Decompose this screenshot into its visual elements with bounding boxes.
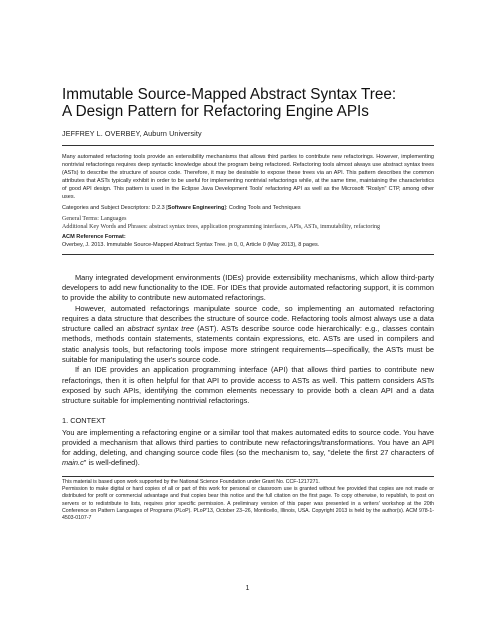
title-line-2: A Design Pattern for Refactoring Engine APIs bbox=[62, 103, 369, 120]
paragraph-3: If an IDE provides an application programming interface (API) that allows third parties to contribute new refactorings, then it is often helpful for that API to provide access to ASTs as well. This pattern considers ASTs exposed by such APIs, identifying the common elements necessary to provide both a clean API and a data structure suitable for implementing nontrivial refactorings. bbox=[62, 365, 434, 406]
abstract-rule bbox=[62, 254, 434, 255]
footnote-funding: This material is based upon work supported by the National Science Foundation under Grant No. CCF-1217271. bbox=[62, 478, 320, 485]
paragraph-4-a: You are implementing a refactoring engine or a similar tool that makes automated edits to source code. You have provided a mechanism that allows third parties to contribute new refactorings/transformations. You have an API for adding, deleting, and changing source code files (so the mechanism to, say, "delete the first 27 characters of bbox=[62, 427, 434, 458]
acm-reference-heading: ACM Reference Format: bbox=[62, 233, 126, 240]
context-text bbox=[62, 428, 434, 469]
title-line-1: Immutable Source-Mapped Abstract Syntax Tree: bbox=[62, 86, 397, 103]
categories-suffix: ]: Coding Tools and Techniques bbox=[224, 205, 301, 212]
header-rule bbox=[62, 145, 434, 146]
paper-page bbox=[62, 86, 434, 523]
section-heading-context: 1. CONTEXT bbox=[62, 415, 106, 425]
paragraph-4 bbox=[62, 428, 434, 469]
paragraph-2-emphasis: abstract syntax tree bbox=[127, 324, 195, 334]
categories-prefix: Categories and Subject Descriptors: D.2.3 [ bbox=[62, 205, 168, 212]
categories bbox=[62, 204, 434, 212]
categories-bold: Software Engineering bbox=[167, 205, 225, 212]
author-line: JEFFREY L. OVERBEY, Auburn University bbox=[62, 129, 202, 138]
page-number: 1 bbox=[245, 585, 250, 592]
footnotes bbox=[62, 479, 434, 523]
acm-reference: Overbey, J. 2013. Immutable Source-Mapped Abstract Syntax Tree. jn 0, 0, Article 0 (May 2013), 8 pages. bbox=[62, 241, 320, 248]
keywords: Additional Key Words and Phrases: abstract syntax trees, application programming interfaces, APIs, ASTs, immutability, refactoring bbox=[62, 224, 381, 231]
footnote-rule bbox=[62, 476, 434, 477]
paper-title bbox=[62, 86, 434, 120]
footnote-permission: Permission to make digital or hard copies of all or part of this work for personal or classroom use is granted without fee provided that copies are not made or distributed for profit or commercial advantage and that copies bear this notice and the full citation on the first page. To copy otherwise, to republish, to post on servers or to redistribute to lists, requires prior specific permission. A preliminary version of this paper was presented in a writers' workshop at the 20th Conference on Pattern Languages of Programs (PLoP). PLoP'13, October 23–26, Monticello, Illinois, USA. Copyright 2013 is held by the author(s). ACM 978-1-4503-0107-7 bbox=[62, 486, 434, 522]
paragraph-2 bbox=[62, 304, 434, 366]
paragraph-4-b: " is well-defined). bbox=[83, 458, 140, 468]
general-terms: General Terms: Languages bbox=[62, 216, 127, 223]
abstract bbox=[62, 153, 434, 201]
abstract-text: Many automated refactoring tools provide an extensibility mechanisms that allows third parties to contribute new refactorings. However, implementing nontrivial refactorings requires deep syntactic knowledge about the program being refactored. Refactoring tools almost always use abstract syntax trees (ASTs) to describe the structure of source code. Therefore, it may be desirable to expose these trees via an API. This pattern describes the common attributes that ASTs typically exhibit in order to be useful for implementing nontrivial refactorings while, at the same time, maintaining the characteristics of good API design. This pattern is used in the Eclipse Java Development Tools' refactoring API as well as the Microsoft "Roslyn" CTP, among other uses. bbox=[62, 154, 434, 201]
paragraph-4-emphasis: main.c bbox=[62, 458, 84, 468]
paragraph-1: Many integrated development environments (IDEs) provide extensibility mechanisms, which allow third-party developers to add new functionality to the IDE. For IDEs that provide automated refactoring support, it is common to provide the ability to contribute new automated refactorings. bbox=[62, 272, 434, 303]
paragraph-2-b: (AST). ASTs describe source code hierarchically: e.g., classes contain methods, methods contain statements, statements contain expressions, etc. ASTs are used in compilers and static analysis tools, but refactoring tools impose more stringent requirements—specifically, the ASTs must be suitable for manipulating the user's source code. bbox=[62, 324, 434, 365]
body-text bbox=[62, 273, 434, 407]
paragraph-2-a: However, automated refactorings manipulate source code, so implementing an automated refactoring requires a data structure that describes the structure of source code. Refactoring tools almost always use a data structure called an bbox=[62, 303, 434, 334]
